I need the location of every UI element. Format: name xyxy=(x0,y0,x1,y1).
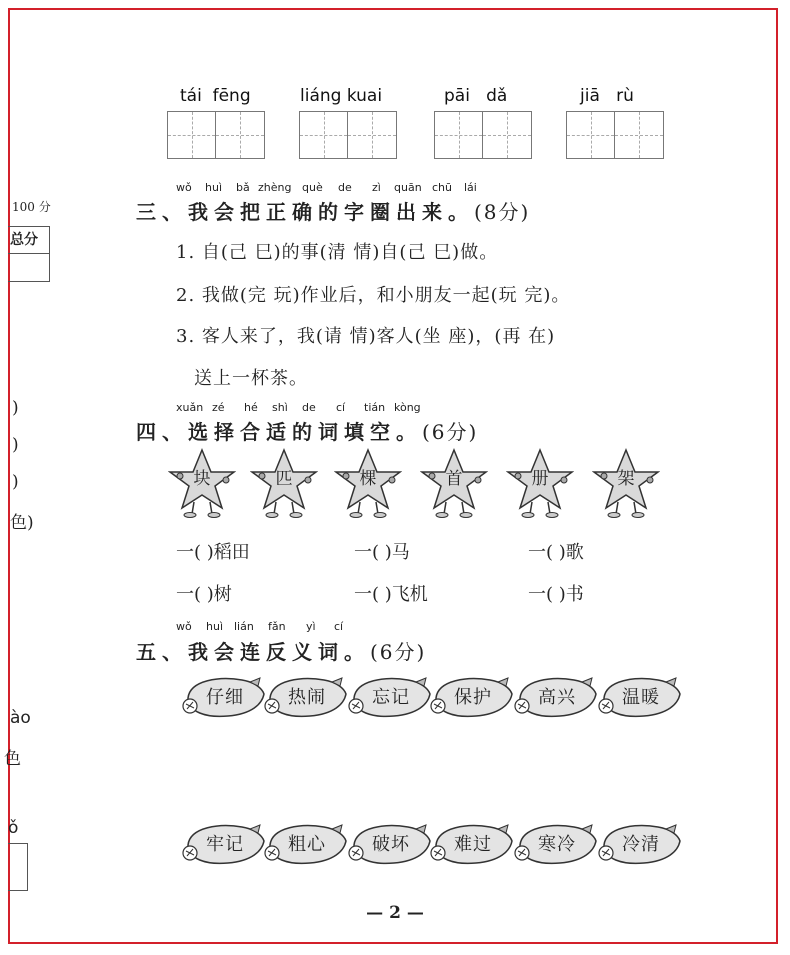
page-number: — 2 — xyxy=(366,903,424,923)
left-fragment: 色) xyxy=(10,513,34,533)
fill-blank[interactable]: 一( )稻田 xyxy=(176,542,250,563)
pinyin: quān xyxy=(394,181,422,194)
star-word: 块 xyxy=(193,469,211,489)
antonym-leaf[interactable] xyxy=(180,674,264,716)
pinyin: hé xyxy=(244,401,258,414)
pinyin: de xyxy=(338,181,352,194)
total-score-box xyxy=(8,226,50,282)
writing-grid[interactable] xyxy=(566,111,664,159)
pinyin: zhèng xyxy=(258,181,292,194)
pinyin-word: jiā rù xyxy=(580,86,634,106)
pinyin-word: pāi dǎ xyxy=(444,86,508,106)
pinyin: zé xyxy=(212,401,225,414)
antonym-leaf[interactable] xyxy=(596,674,680,716)
left-fragment: ǒ xyxy=(8,818,19,838)
word-star xyxy=(250,448,318,512)
leaf-word: 高兴 xyxy=(538,687,576,708)
leaf-word: 热闹 xyxy=(288,687,326,708)
antonym-leaf[interactable] xyxy=(596,821,680,863)
section5-points: (6分) xyxy=(370,640,427,664)
pinyin: wǒ xyxy=(176,181,192,194)
pinyin: wǒ xyxy=(176,620,192,633)
star-word: 匹 xyxy=(275,469,293,489)
question-line: 送上一杯茶。 xyxy=(194,368,308,389)
star-word: 棵 xyxy=(359,469,377,489)
left-fragment: 色 xyxy=(4,749,21,769)
antonym-leaf[interactable] xyxy=(512,821,596,863)
pinyin: tián xyxy=(364,401,386,414)
left-fragment: ) xyxy=(12,472,19,492)
antonym-leaf[interactable] xyxy=(346,821,430,863)
leaf-word: 难过 xyxy=(454,834,492,855)
score-label: 100 分 xyxy=(12,200,51,214)
star-word: 架 xyxy=(617,469,635,489)
section3-points: (8分) xyxy=(474,200,531,224)
fill-blank[interactable]: 一( )树 xyxy=(176,584,232,605)
leaf-word: 冷清 xyxy=(622,834,660,855)
word-star xyxy=(420,448,488,512)
pinyin: fǎn xyxy=(268,620,286,633)
section4-points: (6分) xyxy=(422,420,479,444)
word-star xyxy=(506,448,574,512)
pinyin: cí xyxy=(336,401,346,414)
leaf-word: 破坏 xyxy=(372,834,410,855)
leaf-word: 寒冷 xyxy=(538,834,576,855)
left-fragment: ) xyxy=(12,435,19,455)
pinyin: què xyxy=(302,181,323,194)
fill-blank[interactable]: 一( )马 xyxy=(354,542,410,563)
antonym-leaf[interactable] xyxy=(262,821,346,863)
leaf-word: 温暖 xyxy=(622,687,660,708)
section3-title: 三、我会把正确的字圈出来。 xyxy=(136,200,474,224)
leaf-word: 仔细 xyxy=(206,687,244,708)
antonym-leaf[interactable] xyxy=(428,674,512,716)
pinyin: chū xyxy=(432,181,452,194)
star-word: 首 xyxy=(445,469,463,489)
pinyin: huì xyxy=(206,620,223,633)
question-line: 3. 客人来了，我(请 情)客人(坐 座)，(再 在) xyxy=(176,326,556,347)
pinyin: lái xyxy=(464,181,477,194)
pinyin: kòng xyxy=(394,401,421,414)
antonym-leaf[interactable] xyxy=(428,821,512,863)
leaf-word: 忘记 xyxy=(372,687,410,708)
antonym-leaf[interactable] xyxy=(512,674,596,716)
fill-blank[interactable]: 一( )歌 xyxy=(528,542,584,563)
pinyin: zì xyxy=(372,181,381,194)
pinyin: huì xyxy=(205,181,222,194)
left-fragment: ) xyxy=(12,398,19,418)
section4-heading xyxy=(136,416,478,445)
star-word: 册 xyxy=(531,469,549,489)
word-star xyxy=(592,448,660,512)
antonym-leaf[interactable] xyxy=(180,821,264,863)
pinyin: lián xyxy=(234,620,254,633)
antonym-leaf[interactable] xyxy=(262,674,346,716)
antonym-leaf[interactable] xyxy=(346,674,430,716)
pinyin: cí xyxy=(334,620,344,633)
fill-blank[interactable]: 一( )飞机 xyxy=(354,584,428,605)
question-line: 1. 自(己 巳)的事(清 情)自(己 巳)做。 xyxy=(176,242,499,263)
total-label: 总分 xyxy=(8,227,49,254)
pinyin-word: liáng kuai xyxy=(300,86,383,106)
score-box xyxy=(8,843,28,891)
leaf-word: 粗心 xyxy=(288,834,326,855)
writing-grid[interactable] xyxy=(167,111,265,159)
pinyin: yì xyxy=(306,620,316,633)
word-star xyxy=(168,448,236,512)
pinyin: bǎ xyxy=(236,181,250,194)
pinyin: de xyxy=(302,401,316,414)
word-star xyxy=(334,448,402,512)
fill-blank[interactable]: 一( )书 xyxy=(528,584,584,605)
writing-grid[interactable] xyxy=(434,111,532,159)
section3-heading xyxy=(136,196,530,225)
section5-heading xyxy=(136,636,426,665)
leaf-word: 保护 xyxy=(454,687,492,708)
left-fragment: ào xyxy=(10,708,31,728)
section5-title: 五、我会连反义词。 xyxy=(136,640,370,664)
pinyin: shì xyxy=(272,401,288,414)
leaf-word: 牢记 xyxy=(206,834,244,855)
writing-grid[interactable] xyxy=(299,111,397,159)
question-line: 2. 我做(完 玩)作业后，和小朋友一起(玩 完)。 xyxy=(176,285,571,306)
pinyin: xuǎn xyxy=(176,401,204,414)
section4-title: 四、选择合适的词填空。 xyxy=(136,420,422,444)
pinyin-word: tái fēng xyxy=(180,86,251,106)
